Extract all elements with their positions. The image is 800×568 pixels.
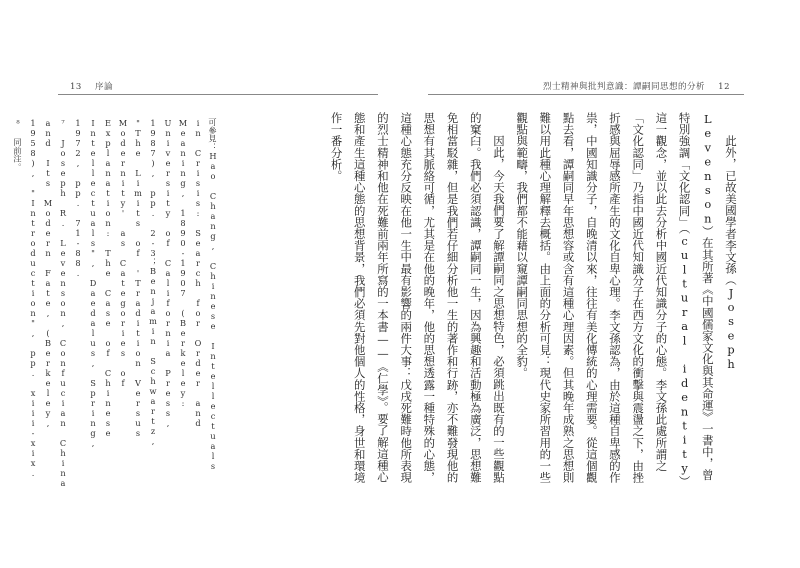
- right-page-header: [543, 80, 740, 94]
- body-paragraph-2: 因此，今天我們要了解譚嗣同之思想特色，必須跳出既有的一些觀點的窠臼。我們必須認識，譚嗣同一生，因為興趣和活動極為廣泛，思想難免相當駁雜，但是我們若仔細分析他一生的著作和行跡，亦不難發現他的思想有其脈絡可循，尤其是在他的晚年，他的思想透露一種特殊的心態，這種心態充分反映在他一生中最有影響的兩件大事：戊戌死難時他所表現的烈士精神和他在死難前兩年所寫的一本書——《仁學》。要了解這種心態和產生這種心態的思想背景，我們必須先對他個人的性格，身世和環境作一番分析。: [329, 112, 506, 484]
- left-page-number: 13: [70, 82, 82, 92]
- footnotes: [13, 118, 220, 490]
- footnote-8: ⁸ 同前注。: [13, 118, 23, 171]
- body-text: [272, 112, 742, 490]
- right-running-title: 烈士精神與批判意識：譚嗣同思想的分析: [542, 82, 705, 92]
- left-page-header: [60, 80, 113, 94]
- footnote-6: 可參見：Hao Chang, Chinese Intellectuals in Crisis: Search for Order and Meaning, 1890-1907 (Berkeley: University of California Press, 1987), pp. 2-3；Benjamin Schwartz, "The Limits of 'Tradition Versus Modernity' as Categories of Explanation: The Case of Chinese Intellectuals", Daedalus, Spring, 1972, pp. 71-88.: [73, 118, 218, 471]
- body-paragraph-1: 此外，已故美國學者李文孫（Joseph Levenson）在其所著《中國儒家文化與其命運》一書中，曾特別強調「文化認同」（cultural identity）這一觀念，並以此去分析中國近代知識分子的心態。李文孫此處所謂之「文化認同」乃指中國近代知識分子在西方文化的衝擊與震盪之下，由挫折感與屈辱感所產生的文化自卑心理。李文孫認為，由於這種自卑感的作祟，中國知識分子，自晚清以來，往往有美化傳統的心理需要。從這個觀點去看，譚嗣同早年思想容或含有這種心理因素。但其晚年成熟之思想則難以用此種心理解釋去概括。由上面的分析可見：現代史家所習用的一些觀點與範疇，我們都不能藉以窺譚嗣同思想的全豹。: [515, 112, 738, 487]
- right-header-rule: [428, 94, 744, 95]
- left-running-title: 序論: [95, 82, 114, 92]
- right-page-number: 12: [718, 82, 730, 92]
- footnote-7: ⁷ Joseph R. Levenson, Confucian China and Its Modern Fate, (Berkeley, 1958), "Introduction", pp. xiii-xix.: [28, 118, 68, 488]
- left-header-rule: [58, 94, 378, 95]
